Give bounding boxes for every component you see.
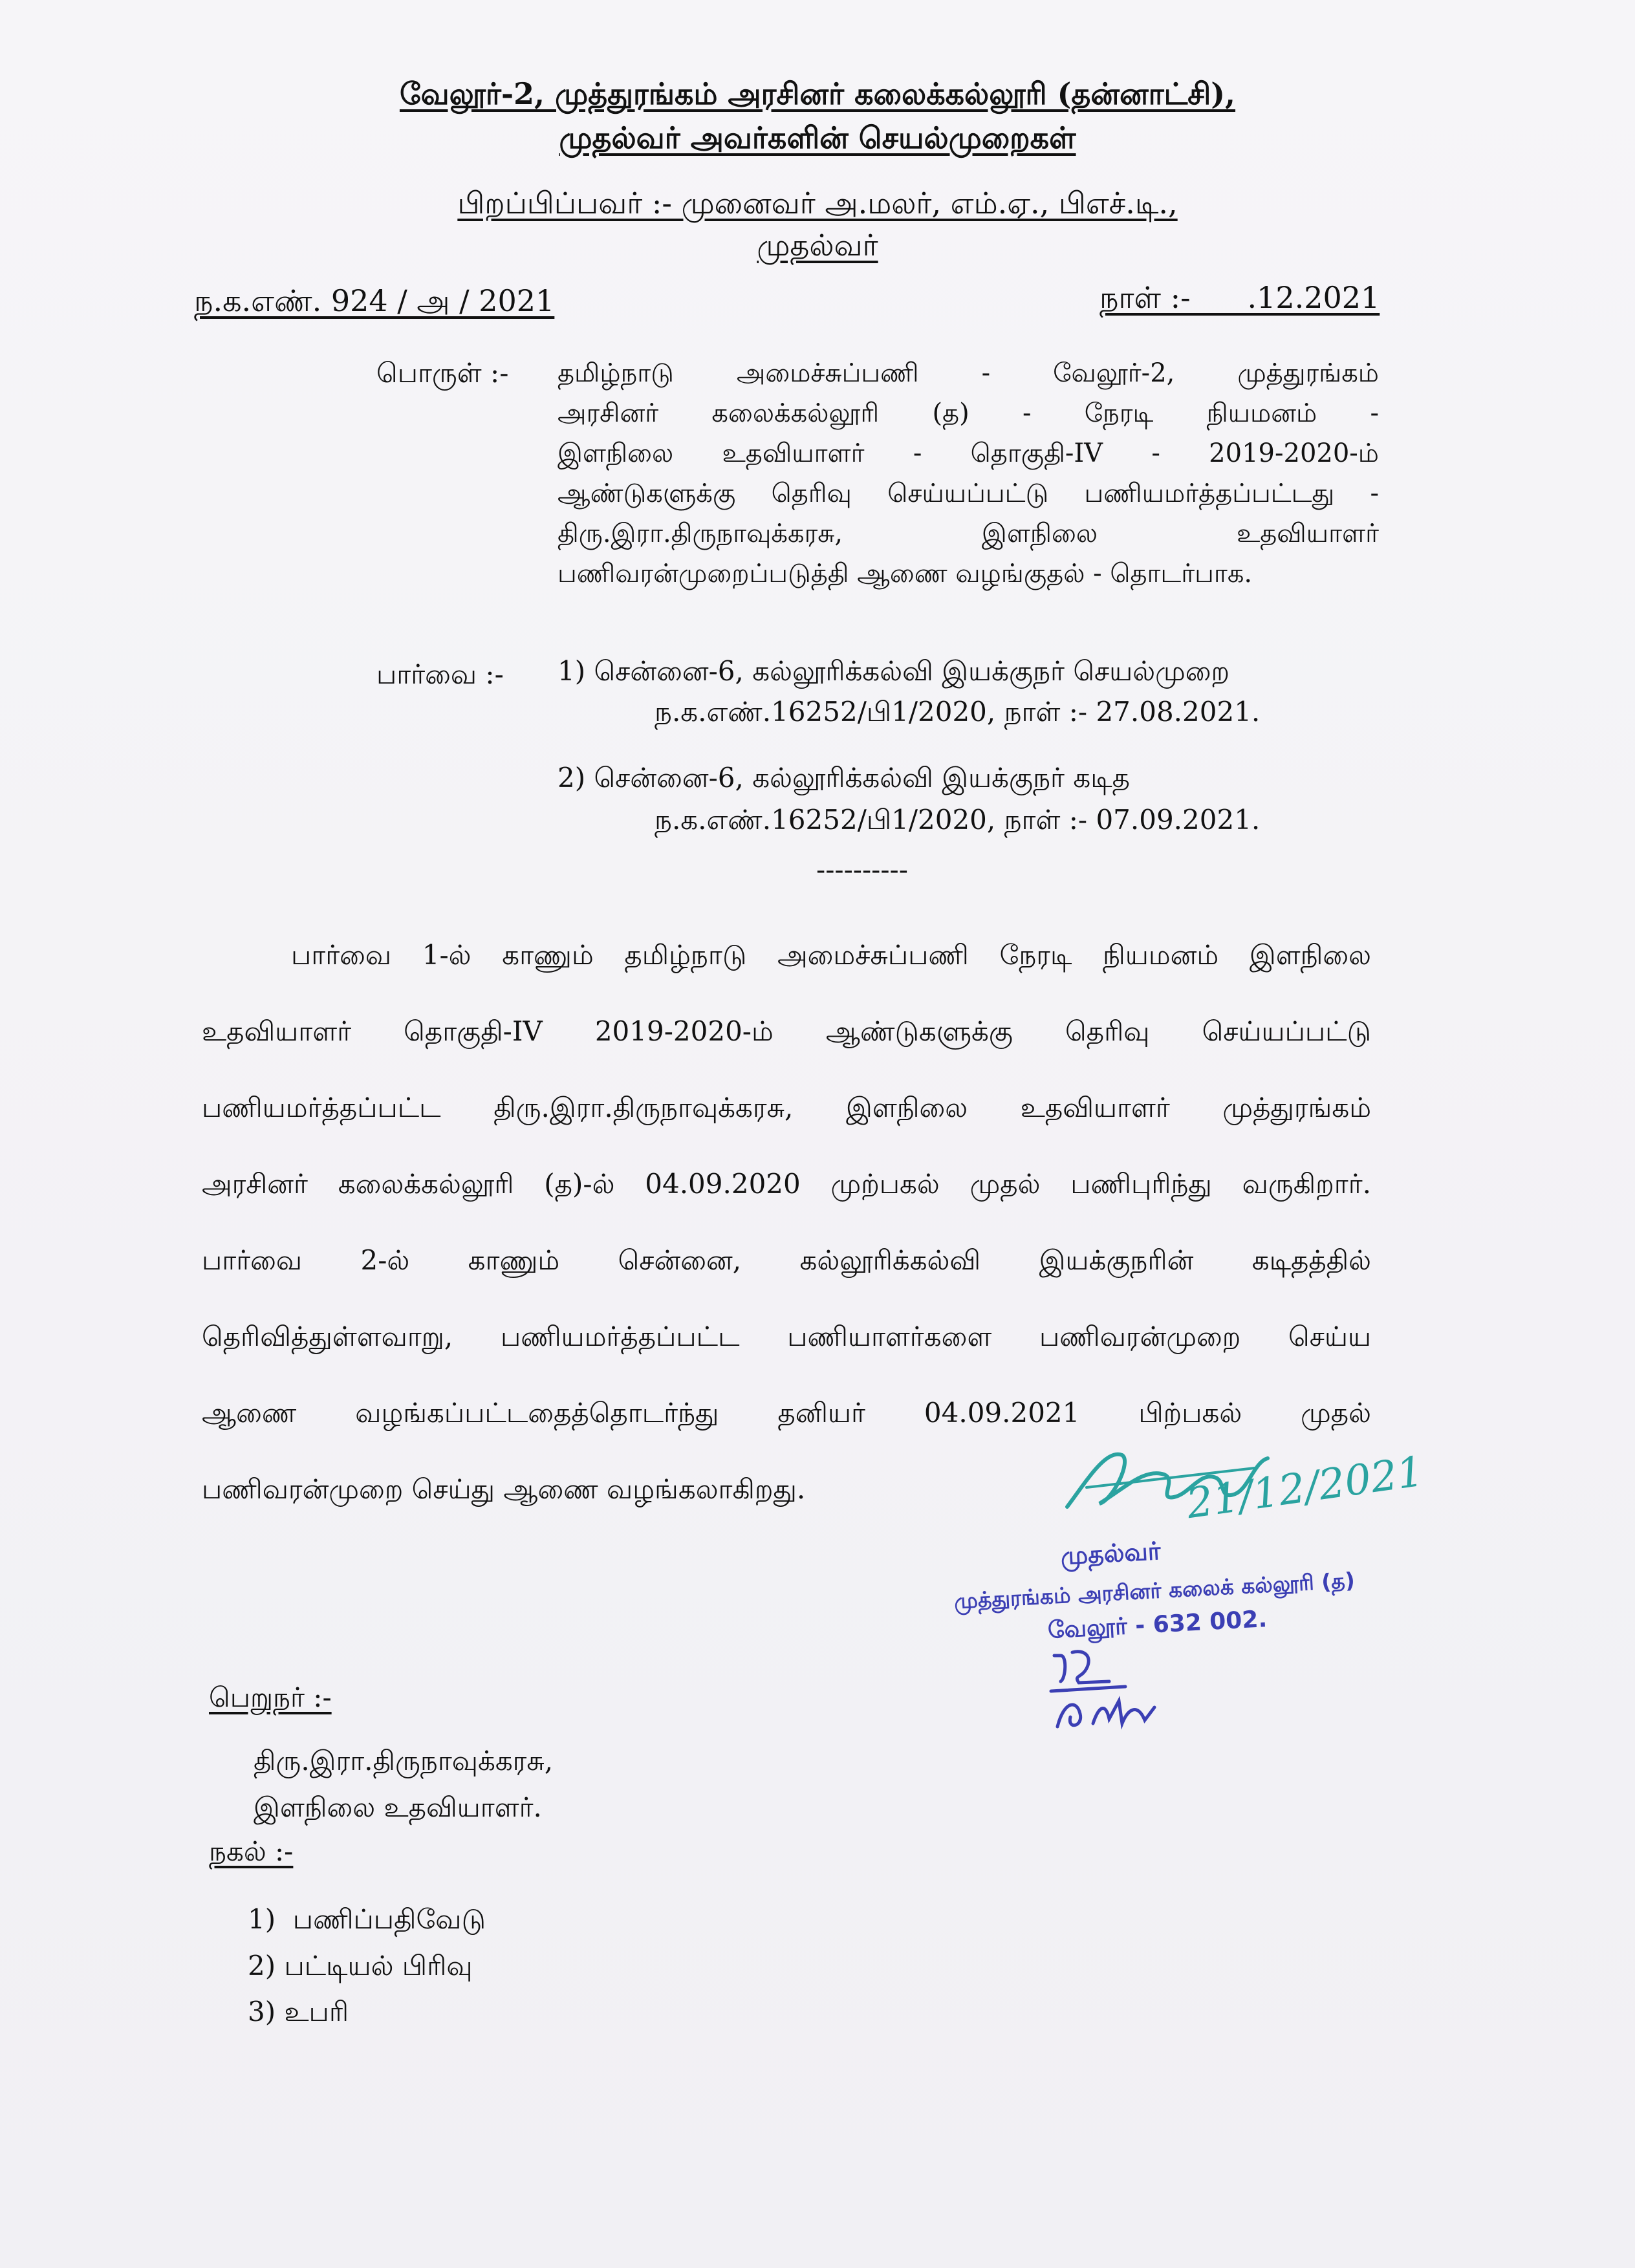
body-line: ஆணை வழங்கப்பட்டதைத்தொடர்ந்து தனியர் 04.09.2021 பிற்பகல் முதல் <box>202 1397 1371 1429</box>
copy-item: 1) பணிப்பதிவேடு <box>248 1903 486 1935</box>
reference-date: நாள் :- .12.2021 <box>1099 280 1380 315</box>
reference-number: ந.க.எண். 924 / அ / 2021 <box>194 283 555 318</box>
stamp-college: முத்துரங்கம் அரசினர் கலைக் கல்லூரி (த) <box>953 1567 1356 1614</box>
recipient-label: பெறுநர் :- <box>209 1681 332 1713</box>
stamp-address: வேலூர் - 632 002. <box>1047 1606 1268 1644</box>
copy-item: 3) உபரி <box>248 1996 349 2027</box>
subject-line: பணிவரன்முறைப்படுத்தி ஆணை வழங்குதல் - தொடர்பாக. <box>558 559 1253 589</box>
references-label: பார்வை :- <box>376 658 504 690</box>
body-line: பார்வை 2-ல் காணும் சென்னை, கல்லூரிக்கல்வி இயக்குநரின் கடிதத்தில் <box>202 1244 1371 1276</box>
recipient-name: திரு.இரா.திருநாவுக்கரசு, <box>254 1745 554 1777</box>
copy-label: நகல் :- <box>209 1835 294 1867</box>
recipient-designation: இளநிலை உதவியாளர். <box>254 1791 542 1823</box>
body-line: தெரிவித்துள்ளவாறு, பணியமர்த்தப்பட்ட பணியாளர்களை பணிவரன்முறை செய்ய <box>202 1321 1371 1352</box>
separator-dashes: ---------- <box>816 854 908 885</box>
subject-block <box>558 353 1379 594</box>
subject-line: அரசினர் கலைக்கல்லூரி (த) - நேரடி நியமனம் - <box>558 398 1379 428</box>
issuer-designation: முதல்வர் <box>757 228 878 263</box>
stamp-designation: முதல்வர் <box>1059 1536 1162 1571</box>
header-title-line2: முதல்வர் அவர்களின் செயல்முறைகள் <box>559 120 1076 155</box>
subject-line: இளநிலை உதவியாளர் - தொகுதி-IV - 2019-2020-ம் <box>558 438 1379 468</box>
subject-label: பொருள் :- <box>376 357 509 389</box>
body-line: பணிவரன்முறை செய்து ஆணை வழங்கலாகிறது. <box>202 1473 806 1505</box>
subject-line: திரு.இரா.திருநாவுக்கரசு, இளநிலை உதவியாளர் <box>558 519 1379 548</box>
reference-item-2-line2: ந.க.எண்.16252/பி1/2020, நாள் :- 07.09.2021. <box>655 804 1261 836</box>
issuer-line: பிறப்பிப்பவர் :- முனைவர் அ.மலர், எம்.ஏ., பிஎச்.டி., <box>457 186 1178 221</box>
header-title-line1: வேலூர்-2, முத்துரங்கம் அரசினர் கலைக்கல்லூரி (தன்னாட்சி), <box>399 76 1236 111</box>
subject-line: ஆண்டுகளுக்கு தெரிவு செய்யப்பட்டு பணியமர்த்தப்பட்டது - <box>558 479 1379 508</box>
subject-line: தமிழ்நாடு அமைச்சுப்பணி - வேலூர்-2, முத்துரங்கம் <box>558 358 1379 388</box>
reference-item-1-line1: 1) சென்னை-6, கல்லூரிக்கல்வி இயக்குநர் செயல்முறை <box>558 655 1230 687</box>
reference-item-1-line2: ந.க.எண்.16252/பி1/2020, நாள் :- 27.08.2021. <box>655 696 1261 728</box>
signature-date: 21/12/2021 <box>1184 1447 1427 1529</box>
body-line: பணியமர்த்தப்பட்ட திரு.இரா.திருநாவுக்கரசு, இளநிலை உதவியாளர் முத்துரங்கம் <box>202 1092 1371 1123</box>
body-line: உதவியாளர் தொகுதி-IV 2019-2020-ம் ஆண்டுகளுக்கு தெரிவு செய்யப்பட்டு <box>202 1015 1371 1047</box>
initials-mark <box>1048 1643 1190 1740</box>
copy-item: 2) பட்டியல் பிரிவு <box>248 1950 473 1982</box>
body-paragraph <box>202 917 1371 1528</box>
reference-item-2-line1: 2) சென்னை-6, கல்லூரிக்கல்வி இயக்குநர் கடித <box>558 762 1130 794</box>
body-line: பார்வை 1-ல் காணும் தமிழ்நாடு அமைச்சுப்பணி நேரடி நியமனம் இளநிலை <box>291 939 1371 971</box>
body-line: அரசினர் கலைக்கல்லூரி (த)-ல் 04.09.2020 முற்பகல் முதல் பணிபுரிந்து வருகிறார். <box>202 1168 1371 1200</box>
